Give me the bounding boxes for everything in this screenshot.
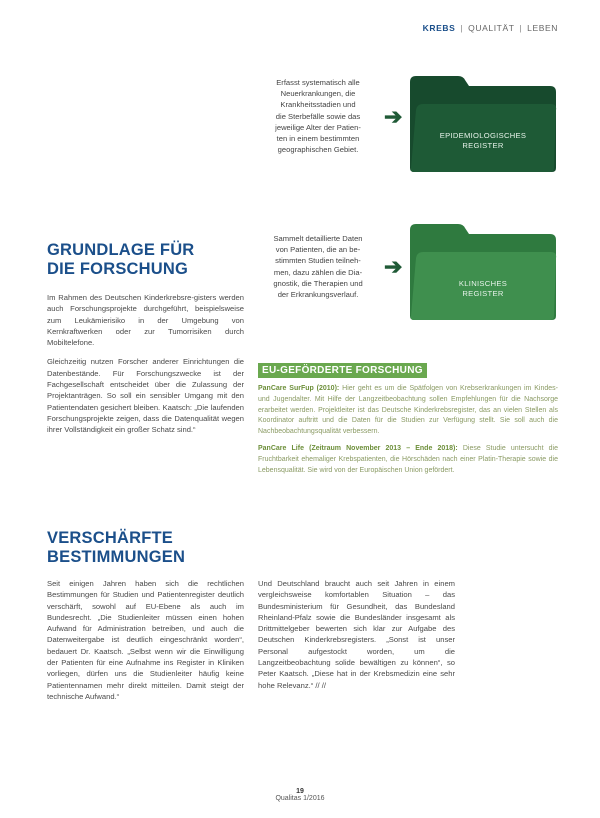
register-description-line: Neuerkrankungen, die xyxy=(280,89,356,99)
clinical-register-folder xyxy=(408,222,558,322)
register-description-line: jeweilige Alter der Patien- xyxy=(275,122,361,132)
section-heading xyxy=(47,241,247,279)
register-description-line: gnostik, die Therapien und xyxy=(273,278,363,288)
register-description-line: men, dazu zählen die Dia- xyxy=(273,267,363,277)
epidemiological-register-folder xyxy=(408,74,558,174)
register-description-line: stimmten Studien teilneh- xyxy=(275,256,361,266)
register-description-line: von Patienten, die an be- xyxy=(275,245,361,255)
heading-line: DIE FORSCHUNG xyxy=(47,260,189,278)
folder-label-line: EPIDEMIOLOGISCHES xyxy=(439,131,527,140)
folder-icon xyxy=(408,222,558,322)
register-description-line: Krankheitsstadien und xyxy=(280,100,356,110)
eu-item-name: PanCare SurFup (2010): xyxy=(258,385,340,392)
arrow-right-icon: ➔ xyxy=(384,254,403,279)
nav-separator: | xyxy=(460,23,464,33)
text-column-left xyxy=(47,578,244,710)
eu-item-text: Diese Studie untersucht die Fruchtbarkeit ehemaliger Krebspatienten, die Hörschäden nach einer Platin-Therapie sowie die Lebensqualität. Sie wird von der Europäischen Union gefördert. xyxy=(258,444,558,474)
footer-label: Qualitas 1/2016 xyxy=(275,795,325,802)
eu-box-body xyxy=(258,384,558,476)
arrow-right-icon: ➔ xyxy=(384,104,403,129)
nav-item-qualitaet: QUALITÄT xyxy=(468,23,515,33)
paragraph: Seit einigen Jahren haben sich die rechtlichen Bestimmungen für Studien und Patientenregister deutlich verschärft, sowohl auf EU-Ebene als auch im Bundesrecht. „Die Studienleiter müssen einen hohen Aufwand für Administration betreiben, und auch die Datenweitergabe ist deutlich eingeschränkt worden“, bedauert Dr. Kaatsch. „Selbst wenn wir die Einwilligung der Patienten für eine Aufnahme ins Register in Kliniken vorliegen, dürfen uns die Studienleiter häufig keine Patientennamen mehr direkt mitteilen. Damit steigt der technische Aufwand.“ xyxy=(47,579,244,701)
heading-line: BESTIMMUNGEN xyxy=(47,548,186,566)
heading-line: VERSCHÄRFTE xyxy=(47,529,173,547)
heading-line: GRUNDLAGE FÜR xyxy=(47,241,195,259)
page-footer xyxy=(0,788,600,802)
folder-label-line: REGISTER xyxy=(462,141,504,150)
folder-label xyxy=(408,131,558,151)
register-description-line: Sammelt detaillierte Daten xyxy=(273,234,363,243)
paragraph: Gleichzeitig nutzen Forscher anderer Einrichtungen die Datenbestände. Für Forschungszwecke ist der Fachgesellschaft entscheidet über die Zulassung der Projektanträgen. So soll ein sensibler Umgang mit den Patientendaten gesichert bleiben. Kaatsch: „Die laufenden Forschungsprojekte zeigen, dass die Datenqualität wegen ihrer Vollständigkeit ein großer Schatz sind.“ xyxy=(47,357,244,435)
page-number: 19 xyxy=(296,788,304,795)
eu-box-title: EU-GEFÖRDERTE FORSCHUNG xyxy=(258,363,427,378)
register-description-line: der Erkrankungsverlauf. xyxy=(277,290,359,300)
eu-research-box xyxy=(258,360,558,476)
folder-label-line: REGISTER xyxy=(462,289,504,298)
register-description-line: die Sterbefälle sowie das xyxy=(275,111,361,121)
nav-item-leben: LEBEN xyxy=(527,23,558,33)
register-description-line: Erfasst systematisch alle xyxy=(276,78,360,87)
eu-item xyxy=(258,444,558,476)
paragraph: Und Deutschland braucht auch seit Jahren in einem vergleichsweise komfortablen Situation – das Bundesministerium für Gesundheit, das Bundesland Rheinland-Pfalz sowie die Bundesländer insgesamt als Drittmittelgeber bewerten sich klar zur Aufgabe des Deutschen Kinderkrebsregisters. „Sonst ist unser Personal aufgestockt worden, um die Langzeitbeobachtung solide bewältigen zu können“, so Peter Kaatsch. „Diese hat in der Krebsmedizin eine sehr hohe Relevanz.“ // // xyxy=(258,579,455,690)
folder-label-line: KLINISCHES xyxy=(458,279,508,288)
section-heading xyxy=(47,529,267,567)
nav-section: KREBS xyxy=(422,23,456,33)
top-navigation xyxy=(423,23,558,33)
register-description xyxy=(258,77,378,155)
folder-icon xyxy=(408,74,558,174)
eu-item-name: PanCare Life (Zeitraum November 2013 – Ende 2018): xyxy=(258,444,458,452)
register-description-line: geographischen Gebiet. xyxy=(277,145,359,155)
text-column-right xyxy=(258,578,455,699)
eu-item xyxy=(258,384,558,438)
register-description-line: ten in einem bestimmten xyxy=(276,134,360,144)
eu-item-text: Hier geht es um die Spätfolgen von Krebserkrankungen im Kindes- und Jugendalter. Mit Hilfe der Langzeitbeobachtung sollen Empfehlungen für die Nachsorge erarbeitet werden. Projektleiter ist das Deutsche Kinderkrebsregister, das an vielen Stellen als Koordinator auftritt und die Daten für die Studien zur Verfügung stellt. Sie soll auch die Nachbeobachtungsqualität verbessern. xyxy=(258,385,559,436)
nav-separator: | xyxy=(519,23,523,33)
paragraph: Im Rahmen des Deutschen Kinderkrebsre-gisters werden auch Forschungsprojekte durchgeführt, beispielsweise zum Leukämierisiko in der Umgebung von Kernkraftwerken oder zur Tumorrisiken durch Mobiltelefone. xyxy=(47,293,244,348)
section-body xyxy=(47,292,244,444)
folder-label xyxy=(408,279,558,299)
register-description xyxy=(258,233,378,300)
